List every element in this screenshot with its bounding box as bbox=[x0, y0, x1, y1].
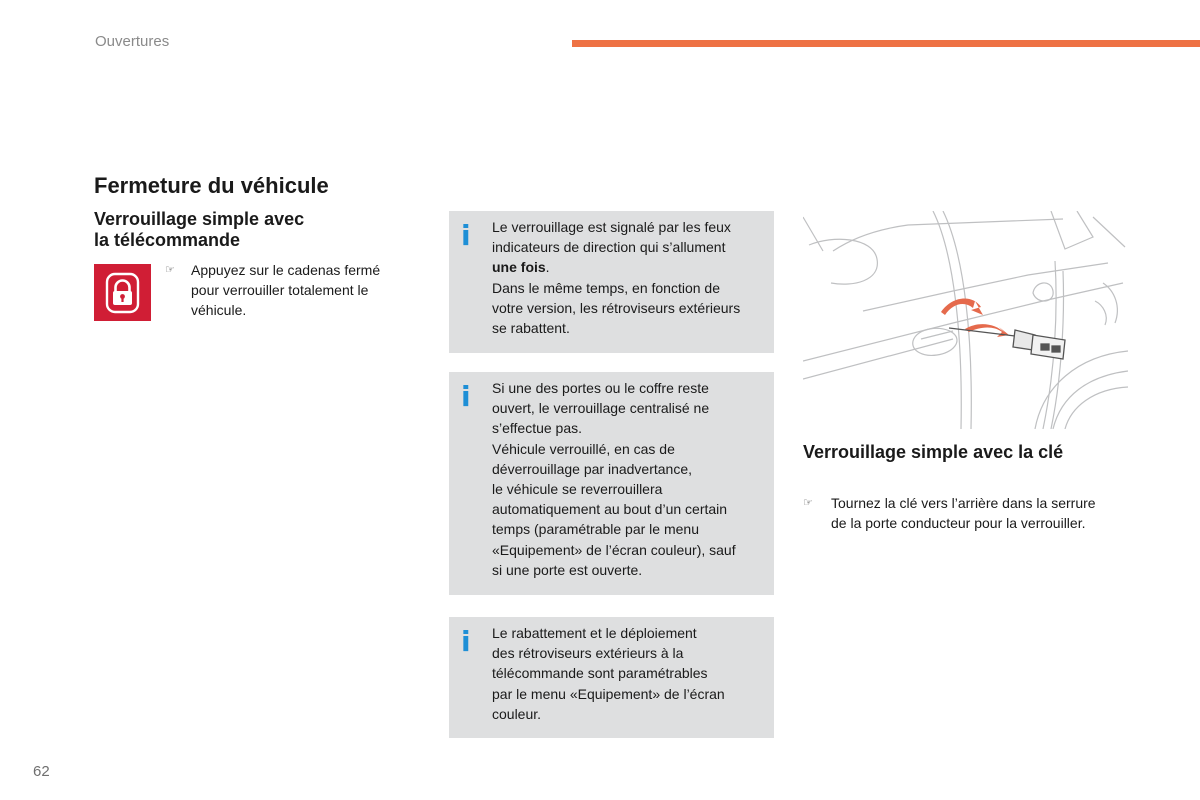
info-line: Véhicule verrouillé, en cas de bbox=[492, 440, 675, 457]
header-section-title: Ouvertures bbox=[95, 33, 170, 50]
remote-subtitle-line-2: la télécommande bbox=[94, 230, 241, 250]
closed-padlock-icon bbox=[94, 264, 151, 321]
info-line: s’effectue pas. bbox=[492, 420, 583, 437]
info-line: Le rabattement et le déploiement bbox=[492, 625, 697, 641]
info-line: si une porte est ouverte. bbox=[492, 561, 643, 578]
key-instruction-bullet bbox=[803, 493, 1133, 533]
info-box-lock-signal bbox=[449, 211, 774, 353]
info-line: . bbox=[545, 259, 550, 276]
pointing-hand-icon: ☞ bbox=[803, 497, 813, 509]
page-title: Fermeture du véhicule bbox=[94, 173, 329, 198]
info-line-emphasis: une fois bbox=[492, 259, 546, 276]
info-line: Le verrouillage est signalé par les feux bbox=[492, 219, 731, 235]
info-line: télécommande sont paramétrables bbox=[492, 665, 708, 682]
key-locking-subtitle: Verrouillage simple avec la clé bbox=[803, 442, 1064, 462]
info-box-text bbox=[492, 378, 772, 580]
info-box-auto-relock bbox=[449, 372, 774, 595]
remote-subtitle-line-1: Verrouillage simple avec bbox=[94, 209, 305, 229]
remote-instruction-line-1: Appuyez sur le cadenas fermé bbox=[191, 262, 381, 278]
key-instruction-line-2: de la porte conducteur pour la verrouiller. bbox=[831, 515, 1086, 531]
info-line: Dans le même temps, en fonction de bbox=[492, 279, 721, 296]
info-line: le véhicule se reverrouillera bbox=[492, 481, 663, 498]
header-accent-bar bbox=[572, 40, 1200, 47]
remote-instruction-bullet bbox=[165, 260, 415, 320]
info-line: couleur. bbox=[492, 705, 542, 722]
info-line: des rétroviseurs extérieurs à la bbox=[492, 645, 684, 662]
info-icon: i bbox=[461, 219, 471, 252]
info-line: déverrouillage par inadvertance, bbox=[492, 460, 693, 477]
remote-instruction-line-3: véhicule. bbox=[191, 302, 247, 318]
pointing-hand-icon: ☞ bbox=[165, 264, 175, 276]
remote-instruction-line-2: pour verrouiller totalement le bbox=[191, 282, 369, 298]
car-door-key-illustration bbox=[803, 211, 1128, 429]
info-box-text bbox=[492, 623, 772, 724]
info-line: indicateurs de direction qui s’allument bbox=[492, 239, 726, 256]
info-line: ouvert, le verrouillage centralisé ne bbox=[492, 400, 710, 417]
info-line: temps (paramétrable par le menu bbox=[492, 521, 699, 538]
info-icon: i bbox=[461, 625, 471, 658]
info-line: Si une des portes ou le coffre reste bbox=[492, 380, 709, 396]
info-line: se rabattent. bbox=[492, 320, 570, 337]
info-line: automatiquement au bout d’un certain bbox=[492, 501, 728, 518]
info-box-text bbox=[492, 217, 772, 338]
info-box-mirror-settings bbox=[449, 617, 774, 738]
info-line: «Equipement» de l’écran couleur), sauf bbox=[492, 541, 736, 558]
info-line: votre version, les rétroviseurs extérieurs bbox=[492, 299, 741, 316]
remote-locking-subtitle bbox=[94, 209, 394, 251]
info-icon: i bbox=[461, 380, 471, 413]
info-line: par le menu «Equipement» de l’écran bbox=[492, 685, 725, 702]
page-number: 62 bbox=[33, 763, 50, 780]
key-instruction-line-1: Tournez la clé vers l’arrière dans la serrure bbox=[831, 495, 1096, 511]
